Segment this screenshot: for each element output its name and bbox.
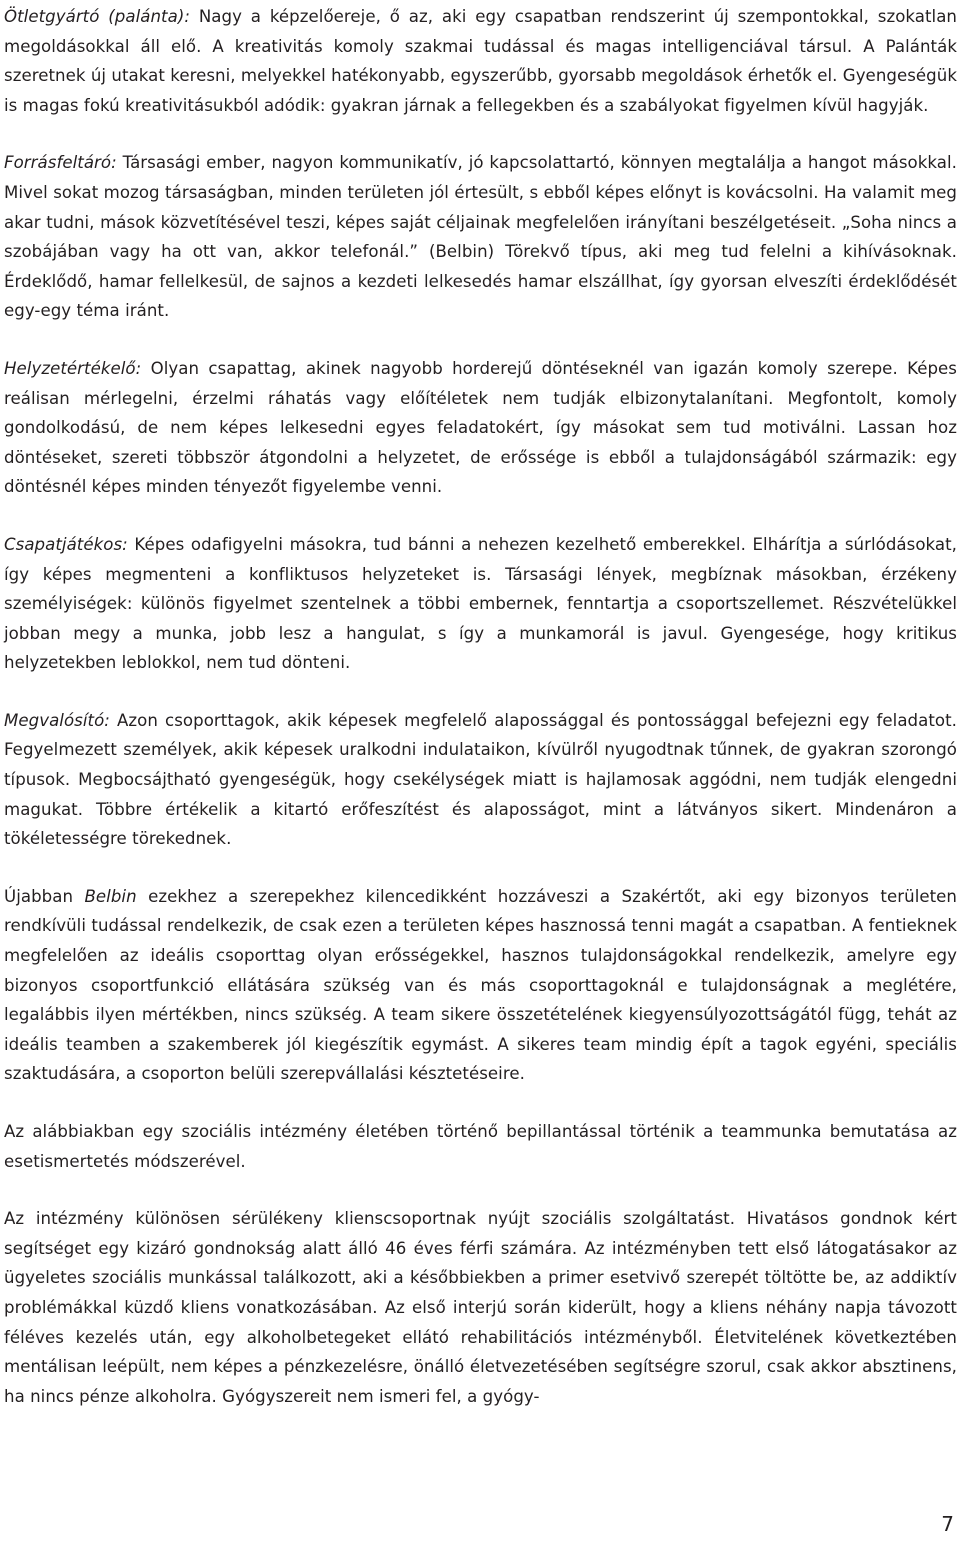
author-name: Belbin — [84, 886, 137, 906]
role-term: Ötletgyártó (palánta): — [4, 7, 190, 26]
document-body — [4, 2, 957, 1439]
paragraph-text: Újabban — [4, 886, 85, 906]
role-description: Azon csoporttagok, akik képesek megfelelő alapossággal és pontossággal befejezni egy feladatot. Fegyelmezett személyek, akik képesek uralkodni indulataikon, kívülről nyugodtnak tűnnek, de gyakran szorongó típusok. Megbocsájtható gyengeségük, hogy csekélységek miatt is hajlamosak aggódni, nem tudják elengedni magukat. Többre értékelik a kitartó erőfeszítést és alaposságot, mint a látványos sikert. Mindenáron a tökéletességre törekednek. — [4, 710, 957, 849]
role-term: Helyzetértékelő: — [4, 358, 142, 378]
paragraph-text: ezekhez a szerepekhez kilencedikként hozzáveszi a Szakértőt, aki egy bizonyos területen rendkívüli tudással rendelkezik, de csak ezen a területen képes hasznossá tenni magát a csapatban. A fentieknek megfelelően az ideális csoporttag olyan erősségekkel, hasznos tulajdonságokkal rendelkezik, amelyre egy bizonyos csoportfunkció ellátására szükség van és más csoporttagoknál e tulajdonságnak a meglétére, legalábbis ilyen mértékben, nincs szükség. A team sikere összetételének kiegyensúlyozottságától függ, tehát az ideális teamben a szakemberek jól kiegészítik egymást. A sikeres team mindig épít a tagok egyéni, speciális szaktudására, a csoporton belüli szerepvállalási késztetéseire. — [4, 886, 957, 1084]
case-description-paragraph: Az intézmény különösen sérülékeny klienscsoportnak nyújt szociális szolgáltatást. Hivatásos gondnok kért segítséget egy kizáró gondnokság alatt álló 46 éves férfi számára. Az intézményben tett első látogatásakor az ügyeletes szociális munkással találkozott, aki a későbbiekben a primer esetvivő szerepét töltötte be, az addiktív problémákkal küzdő kliens vonatkozásában. Az első interjú során kiderült, hogy a kliens néhány napja távozott féléves kezelés után, egy alkoholbetegeket ellátó rehabilitációs intézményből. Életvitelének következtében mentálisan leépült, nem képes a pénzkezelésre, önálló életvezetésében segítségre szorul, csak akkor absztinens, ha nincs pénze alkoholra. Gyógyszereit nem ismeri fel, a gyógy- — [4, 1209, 957, 1406]
role-paragraph-idea-generator — [4, 2, 957, 120]
role-term: Csapatjátékos: — [4, 534, 128, 554]
role-term: Megvalósító: — [4, 710, 110, 730]
role-term: Forrásfeltáró: — [4, 153, 117, 173]
role-paragraph-team-worker — [4, 530, 957, 678]
belbin-specialist-paragraph — [4, 882, 957, 1089]
role-description: Társasági ember, nagyon kommunikatív, jó kapcsolattartó, könnyen megtalálja a hangot másokkal. Mivel sokat mozog társaságban, minden területen jól értesült, s ebből képes előnyt is kovácsolni. Ha valamit meg akar tudni, mások közvetítésével teszi, képes saját céljainak megfelelően irányítani beszélgetéseit. „Soha nincs a szobájában vagy ha ott van, akkor telefonál.” (Belbin) Törekvő típus, aki meg tud felelni a kihívásoknak. Érdeklődő, hamar fellelkesül, de sajnos a kezdeti lelkesedés hamar elszállhat, így gyorsan elveszíti érdeklődését egy-egy téma iránt. — [4, 153, 957, 321]
case-intro-paragraph: Az alábbiakban egy szociális intézmény életében történő bepillantással történik a teammunka bemutatása az esetismertetés módszerével. — [4, 1122, 957, 1171]
role-paragraph-resource-investigator — [4, 148, 957, 326]
page-number: 7 — [941, 1512, 954, 1536]
role-paragraph-implementer — [4, 706, 957, 854]
role-description: Nagy a képzelőereje, ő az, aki egy csapatban rendszerint új szempontokkal, szokatlan megoldásokkal áll elő. A kreativitás komoly szakmai tudással és magas intelligenciával társul. A Palánták szeretnek új utakat keresni, melyekkel hatékonyabb, egyszerűbb, gyorsabb megoldások érhetők el. Gyengeségük is magas fokú kreativitásukból adódik: gyakran járnak a fellegekben és a szabályokat figyelmen kívül hagyják. — [4, 7, 957, 115]
role-description: Képes odafigyelni másokra, tud bánni a nehezen kezelhető emberekkel. Elhárítja a súrlódásokat, így képes megmenteni a konfliktusos helyzeteket is. Társasági lények, megbíznak másokban, érzékeny személyiségek: különös figyelmet szentelnek a többi embernek, fenntartja a csoportszellemet. Részvételükkel jobban megy a munka, jobb lesz a hangulat, s így a munkamorál is javul. Gyengesége, hogy kritikus helyzetekben leblokkol, nem tud dönteni. — [4, 534, 957, 673]
role-description: Olyan csapattag, akinek nagyobb horderejű döntéseknél van igazán komoly szerepe. Képes reálisan mérlegelni, érzelmi ráhatás vagy előítéletek nem tudják elbizonytalanítani. Megfontolt, komoly gondolkodású, de nem képes lelkesedni egyes feladatokért, így másokat sem tud motiválni. Lassan hoz döntéseket, szereti többször átgondolni a helyzetet, de erőssége is ebből a tulajdonságából származik: egy döntésnél képes minden tényezőt figyelembe venni. — [4, 358, 957, 497]
role-paragraph-monitor-evaluator — [4, 354, 957, 502]
